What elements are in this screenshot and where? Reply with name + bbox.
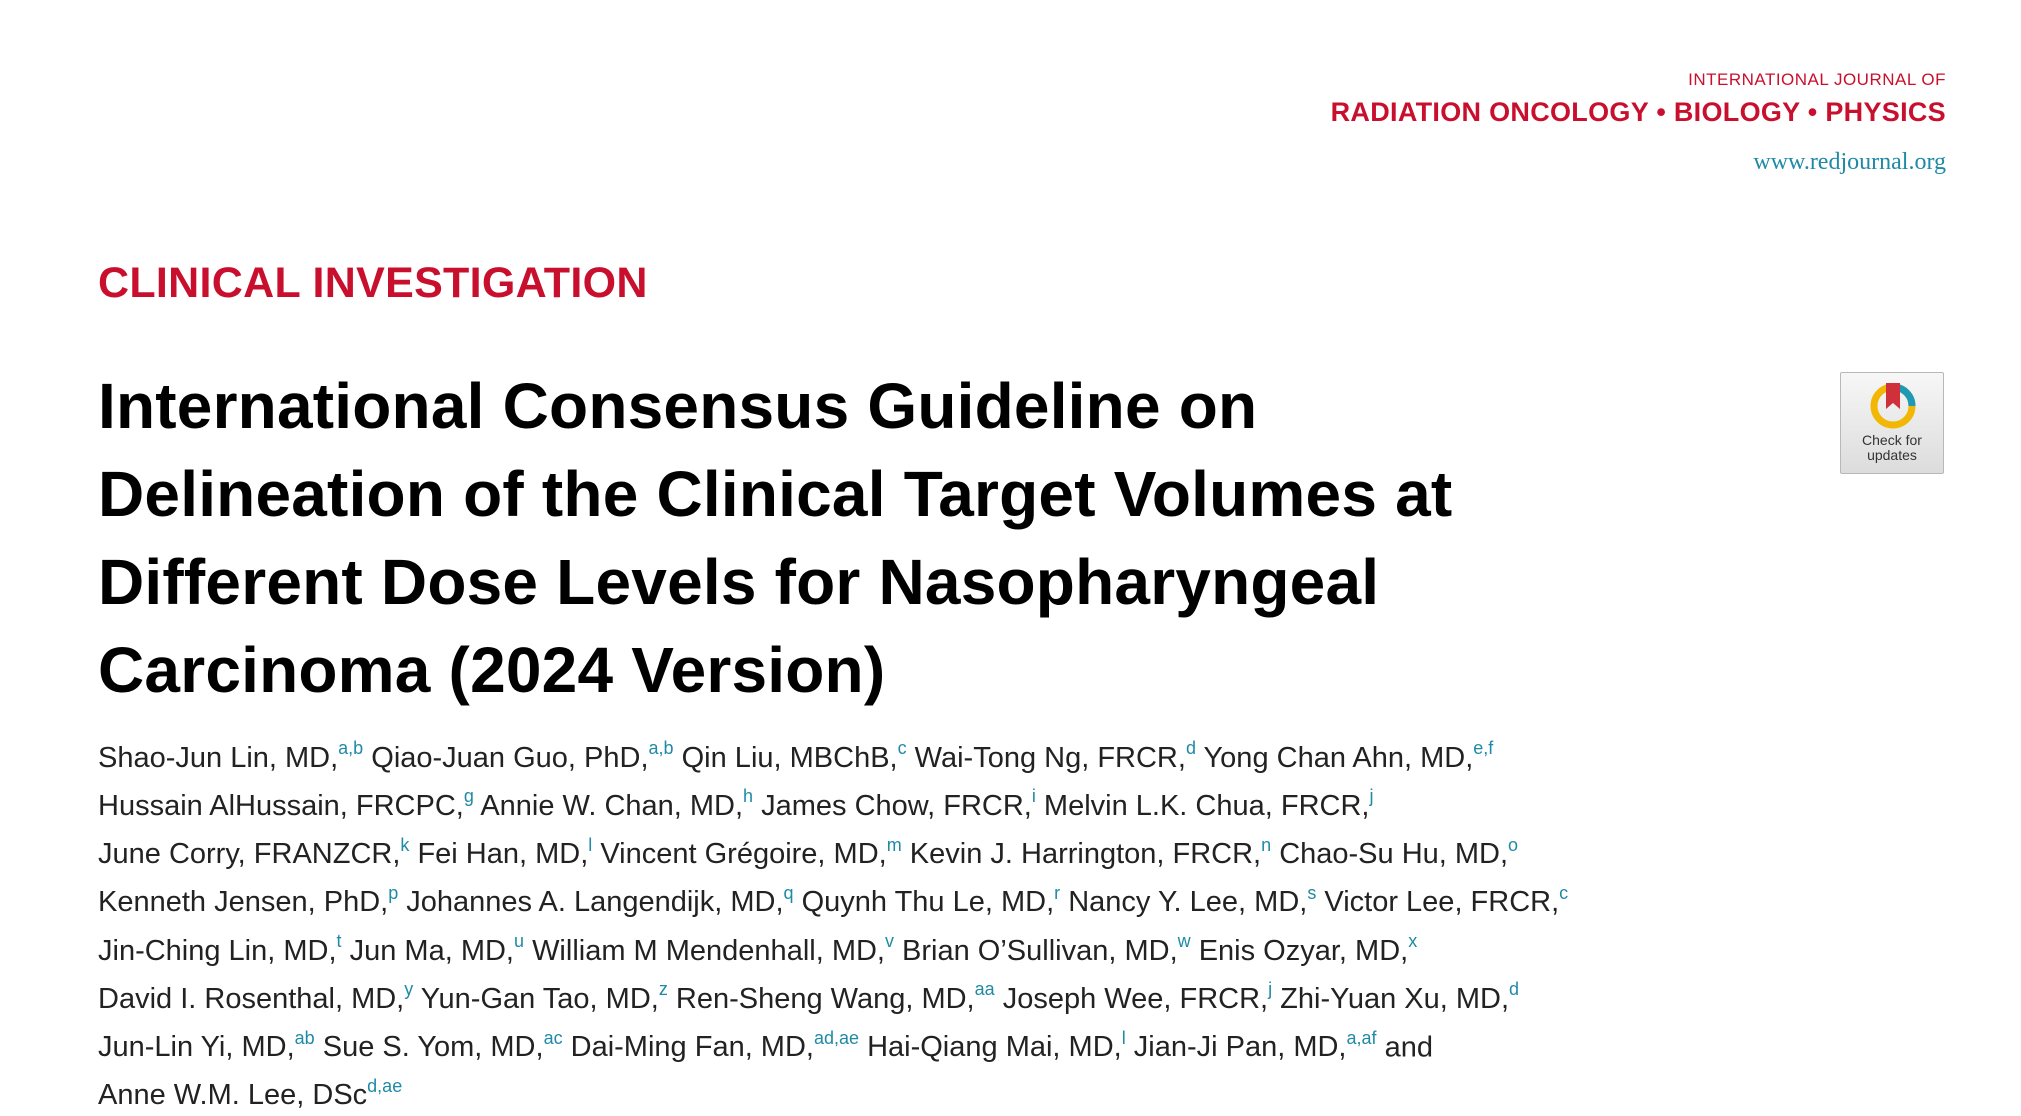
- affiliation-marker[interactable]: n: [1261, 834, 1272, 855]
- affiliation-marker[interactable]: i: [1031, 786, 1036, 807]
- author-name: Kenneth Jensen, PhD,: [98, 886, 389, 919]
- author-entry: [1002, 979, 1273, 1015]
- author-entry: [570, 1027, 860, 1064]
- affiliation-marker[interactable]: aa: [974, 979, 995, 1000]
- badge-text-line2: updates: [1867, 447, 1917, 463]
- author-entry: [98, 786, 474, 822]
- title-line: International Consensus Guideline on: [98, 370, 1258, 442]
- affiliation-marker[interactable]: w: [1177, 931, 1191, 951]
- author-name: Yun-Gan Tao, MD,: [420, 982, 659, 1015]
- author-entry: [406, 882, 794, 919]
- author-entry: [909, 834, 1272, 871]
- affiliation-marker[interactable]: u: [513, 931, 524, 951]
- author-name: Johannes A. Langendijk, MD,: [406, 886, 784, 919]
- article-title: [98, 362, 1658, 714]
- crossmark-icon: [1867, 379, 1919, 431]
- check-for-updates-badge[interactable]: [1840, 372, 1944, 474]
- affiliation-marker[interactable]: o: [1508, 834, 1519, 855]
- author-entry: [675, 979, 995, 1015]
- badge-text: [1841, 433, 1943, 463]
- affiliation-marker[interactable]: d: [1509, 979, 1520, 1000]
- affiliation-marker[interactable]: g: [463, 786, 474, 807]
- author-name: Jian-Ji Pan, MD,: [1133, 1031, 1347, 1064]
- author-name: Hai-Qiang Mai, MD,: [867, 1031, 1122, 1064]
- author-entry: [1279, 834, 1519, 871]
- author-name: Victor Lee, FRCR,: [1324, 886, 1560, 919]
- affiliation-marker[interactable]: t: [336, 931, 342, 951]
- journal-name-line2: RADIATION ONCOLOGY • BIOLOGY • PHYSICS: [1330, 97, 1946, 127]
- badge-text-line1: Check for: [1862, 432, 1922, 448]
- author-entry: [98, 882, 399, 919]
- author-entry: [867, 1027, 1126, 1064]
- author-name: Fei Han, MD,: [417, 838, 589, 871]
- affiliation-marker[interactable]: l: [588, 834, 593, 855]
- author-name: Wai-Tong Ng, FRCR,: [914, 741, 1186, 774]
- author-name: Jun-Lin Yi, MD,: [98, 1031, 295, 1064]
- journal-header: [1331, 70, 1946, 176]
- author-entry: [349, 931, 524, 967]
- affiliation-marker[interactable]: c: [897, 738, 907, 758]
- affiliation-marker[interactable]: y: [404, 979, 414, 1000]
- affiliation-marker[interactable]: c: [1559, 882, 1569, 903]
- author-entry: [98, 1075, 403, 1112]
- affiliation-marker[interactable]: v: [884, 931, 894, 951]
- affiliation-marker[interactable]: h: [743, 786, 754, 807]
- author-entry: [417, 834, 593, 871]
- author-entry: [1324, 882, 1569, 919]
- affiliation-marker[interactable]: m: [886, 834, 902, 855]
- author-name: James Chow, FRCR,: [761, 789, 1032, 822]
- affiliation-marker[interactable]: ac: [543, 1027, 563, 1048]
- author-entry: [1280, 979, 1520, 1015]
- author-name: June Corry, FRANZCR,: [98, 838, 401, 871]
- affiliation-marker[interactable]: d,ae: [367, 1075, 403, 1096]
- affiliation-marker[interactable]: j: [1369, 786, 1374, 807]
- author-entry: [420, 979, 668, 1015]
- author-name: Sue S. Yom, MD,: [322, 1031, 544, 1064]
- author-entry: [914, 738, 1196, 774]
- author-name: Vincent Grégoire, MD,: [600, 838, 887, 871]
- affiliation-marker[interactable]: ad,ae: [813, 1027, 860, 1048]
- author-entry: [98, 931, 342, 967]
- affiliation-marker[interactable]: k: [400, 834, 410, 855]
- author-entry: [761, 786, 1036, 822]
- author-name: Jin-Ching Lin, MD,: [98, 934, 337, 967]
- affiliation-marker[interactable]: d: [1185, 738, 1196, 758]
- author-entry: [98, 738, 364, 774]
- affiliation-marker[interactable]: z: [658, 979, 668, 1000]
- author-name: Annie W. Chan, MD,: [480, 789, 744, 822]
- author-name: Anne W.M. Lee, DSc: [98, 1079, 368, 1112]
- author-entry: [801, 882, 1061, 919]
- author-entry: [681, 738, 907, 774]
- author-entry: [1133, 1027, 1377, 1064]
- title-line: Carcinoma (2024 Version): [98, 634, 886, 706]
- author-entry: [98, 1027, 315, 1064]
- author-name: Chao-Su Hu, MD,: [1279, 838, 1509, 871]
- author-name: Enis Ozyar, MD,: [1198, 934, 1409, 967]
- author-entry: [600, 834, 902, 871]
- author-name: Kevin J. Harrington, FRCR,: [909, 838, 1262, 871]
- affiliation-marker[interactable]: a,b: [648, 738, 674, 758]
- author-entry: [1203, 738, 1494, 774]
- affiliation-marker[interactable]: a,b: [338, 738, 364, 758]
- author-entry: [902, 931, 1191, 967]
- author-entry: [532, 931, 894, 967]
- author-name: Brian O’Sullivan, MD,: [902, 934, 1178, 967]
- affiliation-marker[interactable]: s: [1307, 882, 1317, 903]
- journal-url-link[interactable]: www.redjournal.org: [1753, 149, 1946, 175]
- section-label: CLINICAL INVESTIGATION: [98, 259, 648, 307]
- author-entry: [371, 738, 674, 774]
- author-entry: [1043, 786, 1374, 822]
- author-name: Hussain AlHussain, FRCPC,: [98, 789, 464, 822]
- author-entry: [480, 786, 754, 822]
- affiliation-marker[interactable]: e,f: [1473, 738, 1494, 758]
- author-name: Zhi-Yuan Xu, MD,: [1280, 982, 1510, 1015]
- affiliation-marker[interactable]: ab: [294, 1027, 315, 1048]
- author-name: Qiao-Juan Guo, PhD,: [371, 741, 649, 774]
- author-name: William M Mendenhall, MD,: [532, 934, 885, 967]
- affiliation-marker[interactable]: j: [1268, 979, 1273, 1000]
- author-name: Joseph Wee, FRCR,: [1002, 982, 1269, 1015]
- author-entry: [98, 979, 414, 1015]
- author-entry: [1198, 931, 1418, 967]
- author-name: Jun Ma, MD,: [349, 934, 514, 967]
- affiliation-marker[interactable]: a,af: [1346, 1027, 1377, 1048]
- author-entry: [98, 834, 410, 871]
- author-name: David I. Rosenthal, MD,: [98, 982, 405, 1015]
- author-name: Yong Chan Ahn, MD,: [1203, 741, 1474, 774]
- affiliation-marker[interactable]: p: [388, 882, 399, 903]
- title-line: Delineation of the Clinical Target Volumes at: [98, 458, 1453, 530]
- author-name: Dai-Ming Fan, MD,: [570, 1031, 814, 1064]
- author-conjunction: and: [1384, 1031, 1433, 1064]
- author-name: Melvin L.K. Chua, FRCR,: [1043, 789, 1370, 822]
- affiliation-marker[interactable]: x: [1408, 931, 1418, 951]
- affiliation-marker[interactable]: q: [783, 882, 794, 903]
- author-entry: [322, 1027, 563, 1064]
- author-list: [98, 730, 1738, 1116]
- author-name: Shao-Jun Lin, MD,: [98, 741, 339, 774]
- title-line: Different Dose Levels for Nasopharyngeal: [98, 546, 1380, 618]
- author-name: Qin Liu, MBChB,: [681, 741, 898, 774]
- author-name: Quynh Thu Le, MD,: [801, 886, 1055, 919]
- author-name: Nancy Y. Lee, MD,: [1068, 886, 1308, 919]
- affiliation-marker[interactable]: r: [1054, 882, 1061, 903]
- author-name: Ren-Sheng Wang, MD,: [675, 982, 975, 1015]
- journal-name-line1: INTERNATIONAL JOURNAL OF: [1688, 70, 1946, 89]
- affiliation-marker[interactable]: l: [1121, 1027, 1126, 1048]
- author-entry: [1068, 882, 1317, 919]
